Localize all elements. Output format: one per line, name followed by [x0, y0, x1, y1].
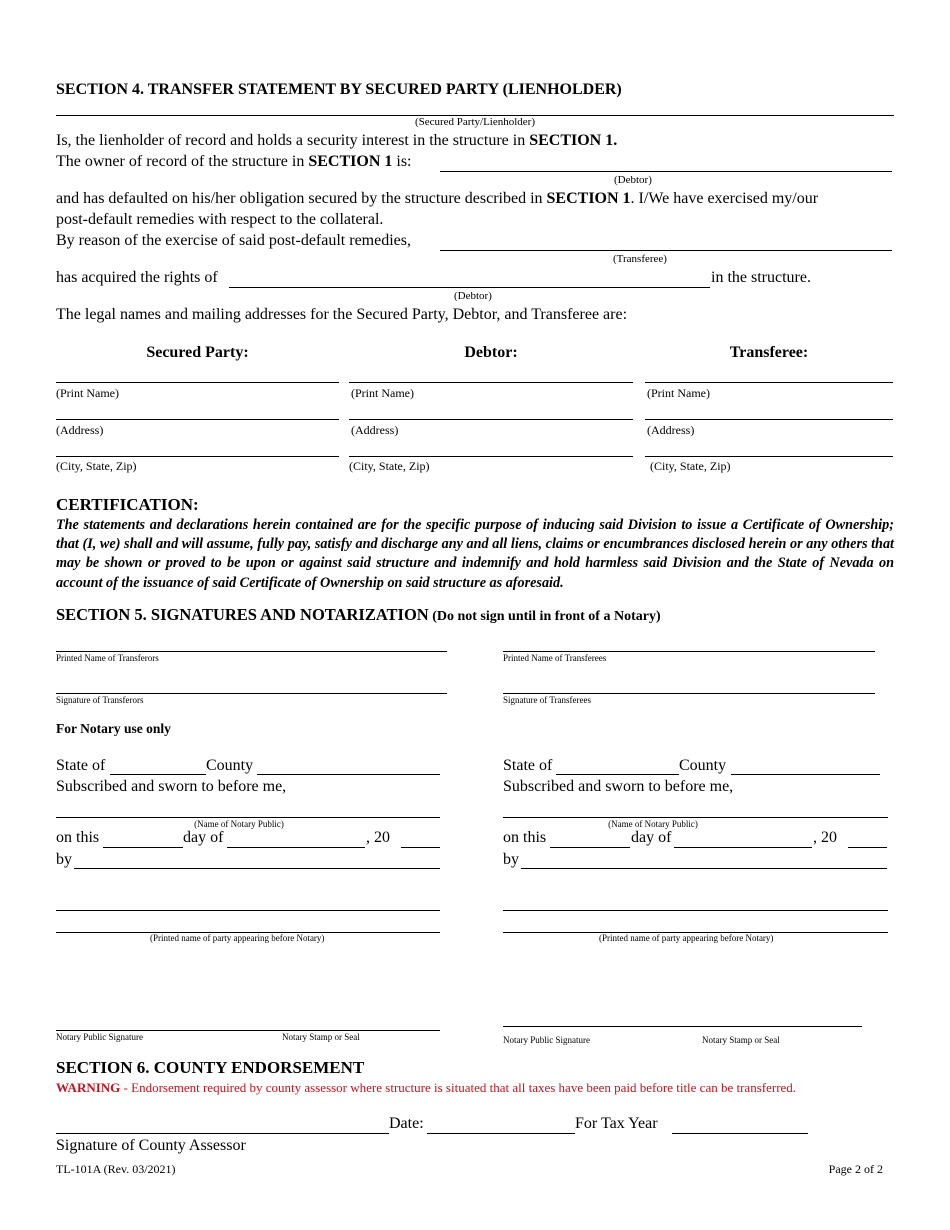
post-default-text: post-default remedies with respect to the collateral.	[56, 211, 384, 228]
caption-debtor-1: (Debtor)	[614, 174, 652, 186]
notary-right-signature-caption: Notary Public Signature	[503, 1035, 590, 1045]
tax-year-line[interactable]	[672, 1133, 808, 1134]
section5-title	[56, 605, 661, 625]
section6-warning	[56, 1080, 796, 1096]
notary-left-on-this: on this	[56, 829, 100, 846]
caption-secured-party: (Secured Party/Lienholder)	[414, 116, 536, 128]
notary-left-year-line[interactable]	[401, 847, 440, 848]
debtor-city-line[interactable]	[349, 456, 633, 457]
signature-transferees-caption: Signature of Transferees	[503, 695, 591, 705]
section6-title: SECTION 6. COUNTY ENDORSEMENT	[56, 1058, 365, 1077]
transferee-address-caption: (Address)	[647, 423, 695, 437]
debtor-owner-line[interactable]	[440, 171, 892, 172]
date-line[interactable]	[427, 1133, 575, 1134]
notary-right-extra-line[interactable]	[503, 910, 888, 911]
notary-left-by: by	[56, 851, 72, 868]
default-section-ref: SECTION 1	[546, 190, 631, 207]
notary-right-county-line[interactable]	[731, 774, 880, 775]
default-text: and has defaulted on his/her obligation secured by the structure described in	[56, 190, 547, 207]
notary-right-state-label: State of	[503, 757, 553, 774]
in-structure-text: in the structure.	[711, 269, 811, 286]
transferee-print-name-line[interactable]	[645, 382, 893, 383]
notary-left-state-label: State of	[56, 757, 106, 774]
date-label: Date:	[389, 1115, 424, 1132]
transferee-city-caption: (City, State, Zip)	[650, 459, 731, 473]
section4-title: SECTION 4. TRANSFER STATEMENT BY SECURED PARTY (LIENHOLDER)	[56, 81, 622, 98]
certification-text: The statements and declarations herein contained are for the specific purpose of inducing said Division to issue a Certificate of Ownership; that (I, we) shall and will assume, fully pay, satisfy and discharge any and all liens, claims or encumbrances disclosed herein or any others that may be shown or proved to be upon or against said structure and indemnify and hold harmless said Division and the State of Nevada on account of the issuance of said Certificate of Ownership on said structure as aforesaid.	[56, 517, 894, 591]
owner-text: The owner of record of the structure in	[56, 153, 309, 170]
notary-right-subscribed: Subscribed and sworn to before me,	[503, 778, 734, 795]
col-secured-party: Secured Party:	[146, 344, 249, 361]
default-statement	[56, 190, 818, 208]
notary-right-state-line[interactable]	[556, 774, 679, 775]
notary-use-only: For Notary use only	[56, 721, 171, 736]
form-id: TL-101A (Rev. 03/2021)	[56, 1162, 176, 1176]
notary-right-year-line[interactable]	[848, 847, 887, 848]
notary-right-signature-line[interactable]	[503, 1026, 862, 1027]
signature-transferors-caption: Signature of Transferors	[56, 695, 144, 705]
notary-left-day-line[interactable]	[103, 847, 183, 848]
notary-right-stamp-caption: Notary Stamp or Seal	[702, 1035, 780, 1045]
transferee-print-name-caption: (Print Name)	[647, 386, 710, 400]
col-debtor: Debtor:	[464, 344, 518, 361]
owner-is-text: is:	[392, 153, 412, 170]
notary-left-subscribed: Subscribed and sworn to before me,	[56, 778, 287, 795]
secured-city-caption: (City, State, Zip)	[56, 459, 137, 473]
tax-year-label: For Tax Year	[575, 1115, 658, 1132]
page-number: Page 2 of 2	[828, 1162, 883, 1176]
notary-right-day-line[interactable]	[550, 847, 630, 848]
secured-print-name-caption: (Print Name)	[56, 386, 119, 400]
debtor-address-line[interactable]	[349, 419, 633, 420]
notary-left-printed-party-caption: (Printed name of party appearing before Notary)	[150, 933, 325, 943]
notary-left-by-line[interactable]	[74, 868, 440, 869]
acquired-rights-text: has acquired the rights of	[56, 269, 218, 286]
notary-left-month-line[interactable]	[227, 847, 365, 848]
printed-transferors-line[interactable]	[56, 651, 447, 652]
notary-left-day-of: day of	[183, 829, 224, 846]
notary-right-on-this: on this	[503, 829, 547, 846]
lienholder-statement	[56, 132, 617, 150]
warning-label: WARNING	[56, 1080, 121, 1095]
transferee-city-line[interactable]	[645, 456, 893, 457]
notary-left-state-line[interactable]	[110, 774, 206, 775]
notary-right-name-line[interactable]	[503, 817, 888, 818]
signature-transferees-line[interactable]	[503, 693, 875, 694]
lienholder-statement-text: Is, the lienholder of record and holds a security interest in the structure in	[56, 132, 530, 149]
county-assessor-signature-caption: Signature of County Assessor	[56, 1137, 246, 1154]
certification-title: CERTIFICATION:	[56, 495, 199, 514]
printed-transferees-line[interactable]	[503, 651, 875, 652]
owner-of-record-text	[56, 153, 412, 171]
notary-left-county-line[interactable]	[257, 774, 440, 775]
caption-transferee: (Transferee)	[613, 253, 667, 265]
warning-text: - Endorsement required by county assessor where structure is situated that all taxes have been paid before title can be transferred.	[120, 1080, 797, 1095]
owner-section-ref: SECTION 1	[308, 153, 393, 170]
notary-right-by-line[interactable]	[521, 868, 887, 869]
printed-transferees-caption: Printed Name of Transferees	[503, 653, 607, 663]
notary-left-year-prefix: , 20	[366, 829, 390, 846]
notary-left-stamp-caption: Notary Stamp or Seal	[282, 1032, 360, 1042]
transferee-line[interactable]	[440, 250, 892, 251]
post-default-remedies-text: By reason of the exercise of said post-default remedies,	[56, 232, 411, 249]
legal-names-text: The legal names and mailing addresses for the Secured Party, Debtor, and Transferee are:	[56, 306, 628, 323]
notary-left-name-line[interactable]	[56, 817, 440, 818]
notary-left-name-caption: (Name of Notary Public)	[194, 819, 284, 829]
notary-right-name-caption: (Name of Notary Public)	[608, 819, 698, 829]
section5-title-text: SECTION 5. SIGNATURES AND NOTARIZATION	[56, 605, 429, 624]
notary-right-year-prefix: , 20	[813, 829, 837, 846]
debtor-print-name-caption: (Print Name)	[351, 386, 414, 400]
notary-right-month-line[interactable]	[674, 847, 812, 848]
notary-right-by: by	[503, 851, 519, 868]
county-assessor-signature-line[interactable]	[56, 1133, 389, 1134]
notary-right-printed-party-caption: (Printed name of party appearing before Notary)	[599, 933, 774, 943]
default-suffix: . I/We have exercised my/our	[630, 190, 819, 207]
col-transferee: Transferee:	[729, 344, 809, 361]
debtor-city-caption: (City, State, Zip)	[349, 459, 430, 473]
notary-left-signature-line[interactable]	[56, 1030, 440, 1031]
section5-note: (Do not sign until in front of a Notary)	[428, 609, 661, 624]
transferee-address-line[interactable]	[645, 419, 893, 420]
printed-transferors-caption: Printed Name of Transferors	[56, 653, 159, 663]
notary-right-county-label: County	[679, 757, 727, 774]
secured-print-name-line[interactable]	[56, 382, 339, 383]
secured-address-line[interactable]	[56, 419, 339, 420]
notary-right-day-of: day of	[631, 829, 672, 846]
debtor-address-caption: (Address)	[351, 423, 399, 437]
debtor-print-name-line[interactable]	[349, 382, 633, 383]
caption-debtor-2: (Debtor)	[454, 290, 492, 302]
secured-city-line[interactable]	[56, 456, 339, 457]
notary-left-signature-caption: Notary Public Signature	[56, 1032, 143, 1042]
debtor-rights-line[interactable]	[229, 287, 710, 288]
signature-transferors-line[interactable]	[56, 693, 447, 694]
lienholder-statement-section-ref: SECTION 1.	[529, 132, 618, 149]
notary-left-extra-line[interactable]	[56, 910, 440, 911]
secured-address-caption: (Address)	[56, 423, 104, 437]
notary-left-county-label: County	[206, 757, 254, 774]
